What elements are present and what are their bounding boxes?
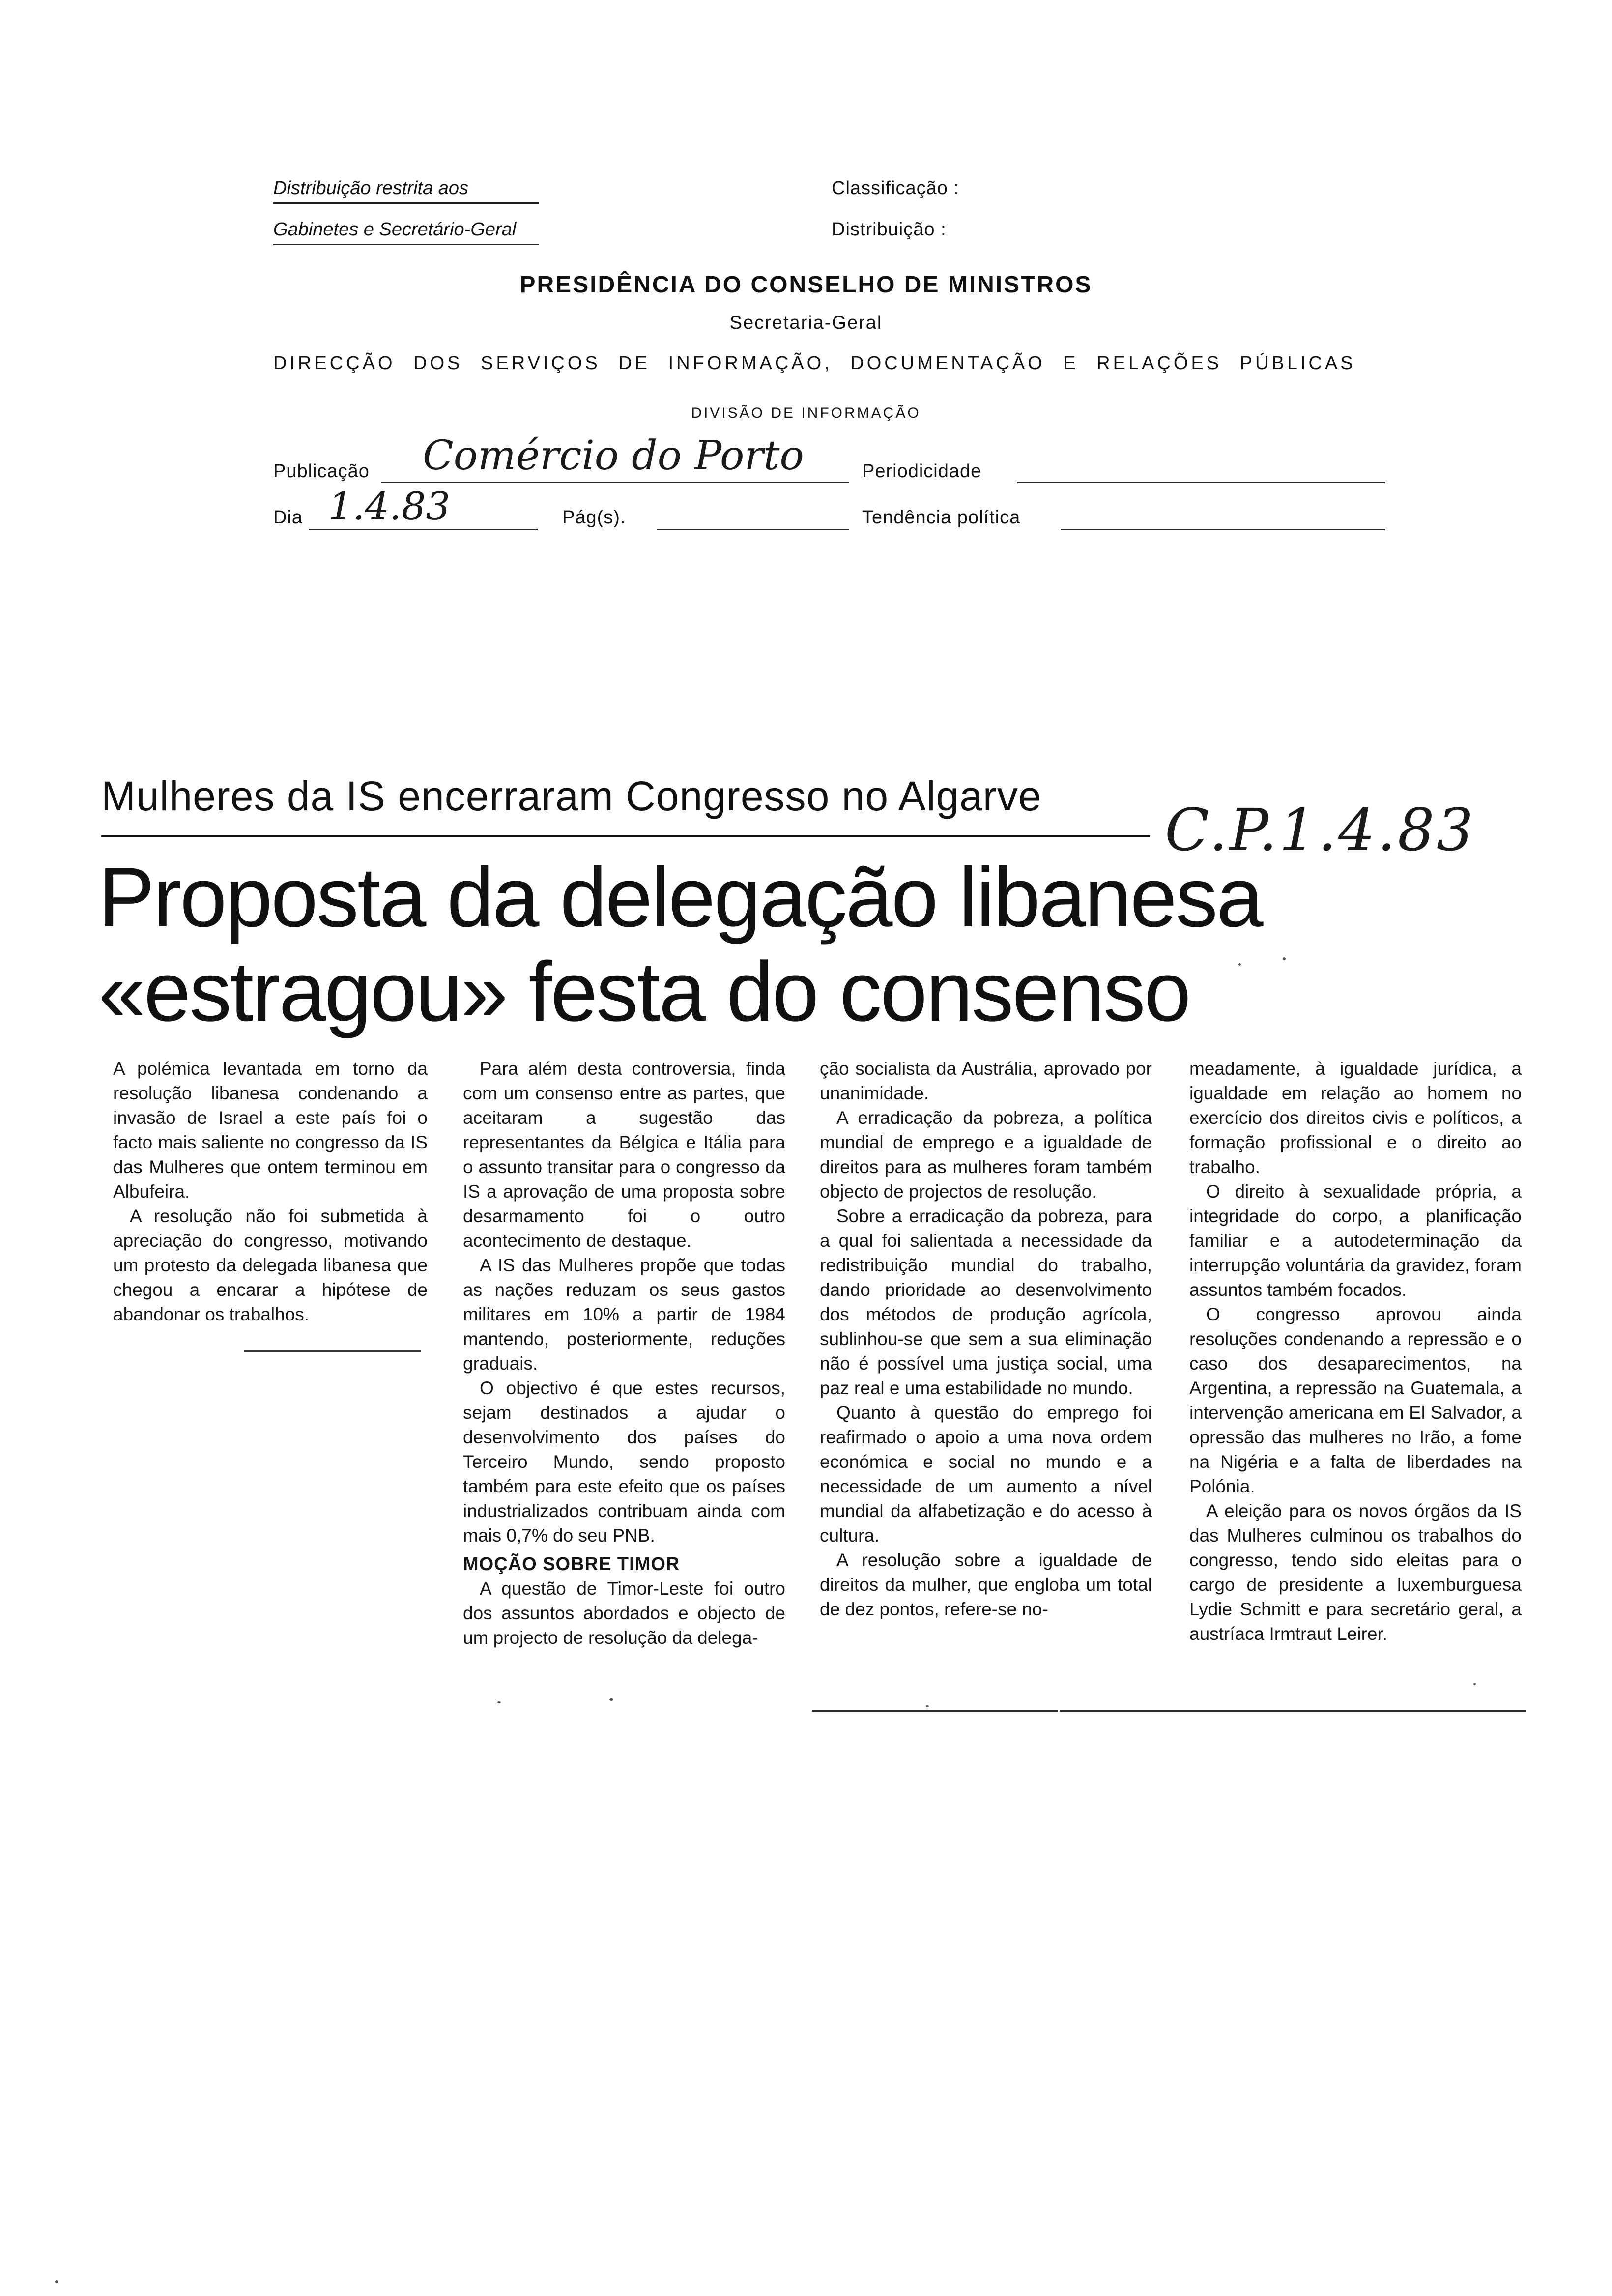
secretariat-title: Secretaria-Geral [729,313,883,333]
paragraph: O objectivo é que estes recursos, sejam destinados a ajudar o desenvolvimento dos países do Terceiro Mundo, sendo proposto também para este efeito que os países industrializados contribuam ainda com mais 0,7% do seu PNB. [463,1378,785,1546]
article-column-4 [1189,1057,1522,1646]
paragraph: A resolução sobre a igualdade de direitos da mulher, que engloba um total de dez pontos, refere-se no- [820,1550,1152,1619]
rule [273,244,539,245]
headline-line-1: Proposta da delegação libanesa [98,850,1262,945]
publication-line [381,482,849,483]
scan-speck [497,1701,501,1703]
distribution-restricted-line1: Distribuição restrita aos [273,178,469,199]
distribution-restricted-line2: Gabinetes e Secretário-Geral [273,219,517,240]
paragraph: A IS das Mulheres propõe que todas as nações reduzam os seus gastos militares em 10% a partir de 1984 mantendo, posteriormente, reduções graduais. [463,1255,785,1374]
paragraph: A erradicação da pobreza, a política mundial de emprego e a igualdade de direitos para as mulheres foram também objecto de projectos de resolução. [820,1108,1152,1202]
publication-label: Publicação [273,461,370,482]
paragraph: A eleição para os novos órgãos da IS das Mulheres culminou os trabalhos do congresso, tendo sido eleitas para o cargo de presidente a luxemburguesa Lydie Schmitt e para secretário geral, a austríaca Irmtraut Leirer. [1189,1501,1522,1644]
scan-speck [1473,1683,1476,1685]
column-end-rule [244,1350,421,1352]
article-column-2 [463,1057,785,1650]
paragraph: A polémica levantada em torno da resolução libanesa condenando a invasão de Israel a este país foi o facto mais saliente no congresso da IS das Mulheres que ontem terminou em Albufeira. [113,1059,428,1202]
paragraph: Sobre a erradicação da pobreza, para a qual foi salientada a necessidade da redistribuição mundial do trabalho, dando prioridade ao desenvolvimento dos métodos de produção agrícola, sublinhou-se que sem a sua eliminação não é possível uma justiça social, uma paz real e uma estabilidade no mundo. [820,1206,1152,1398]
headline-line-2: «estragou» festa do consenso [98,945,1190,1039]
column-end-rule [1060,1710,1526,1712]
scan-speck [609,1698,613,1701]
scan-speck [55,2280,58,2283]
paragraph: meadamente, à igualdade jurídica, a igualdade em relação ao homem no exercício dos direitos civis e políticos, a formação profissional e o direito ao trabalho. [1189,1059,1522,1177]
distribution-label: Distribuição : [832,219,947,240]
pages-label: Pág(s). [562,507,626,528]
paragraph: O direito à sexualidade própria, a integridade do corpo, a planificação familiar e a autodeterminação da interrupção voluntária da gravidez, foram assuntos também focados. [1189,1181,1522,1300]
handwritten-annotation: C.P.1.4.83 [1165,796,1475,864]
institution-title: PRESIDÊNCIA DO CONSELHO DE MINISTROS [519,272,1093,298]
day-label: Dia [273,507,303,528]
directorate-title: DIRECÇÃO DOS SERVIÇOS DE INFORMAÇÃO, DOCUMENTAÇÃO E RELAÇÕES PÚBLICAS [273,353,1356,373]
rule [273,202,539,204]
day-line [309,529,538,530]
day-handwritten: 1.4.83 [328,485,451,529]
paragraph: O congresso aprovou ainda resoluções condenando a repressão e o caso dos desaparecimentos, na Argentina, a repressão na Guatemala, a intervenção americana em El Salvador, a opressão das mulheres no Irão, a fome na Nigéria e a falta de liberdades na Polónia. [1189,1304,1522,1496]
article-kicker: Mulheres da IS encerraram Congresso no Algarve [101,773,1042,819]
paragraph: ção socialista da Austrália, aprovado por unanimidade. [820,1059,1152,1103]
scan-speck [1238,963,1241,966]
publication-handwritten: Comércio do Porto [423,432,804,479]
paragraph: Para além desta controversia, finda com um consenso entre as partes, que aceitaram a sugestão das representantes da Bélgica e Itália para o assunto transitar para o congresso da IS a aprovação de uma proposta sobre desarmamento foi o outro acontecimento de destaque. [463,1059,785,1251]
article-column-1 [113,1057,428,1327]
subheading-timor: MOÇÃO SOBRE TIMOR [463,1554,680,1575]
classification-label: Classificação : [832,178,959,199]
political-tendency-line [1061,529,1385,530]
paragraph: Quanto à questão do emprego foi reafirmado o apoio a uma nova ordem económica e social no mundo e a necessidade de um aumento a nível mundial da alfabetização e do acesso à cultura. [820,1403,1152,1546]
periodicity-line [1017,482,1385,483]
scan-speck [926,1705,929,1707]
periodicity-label: Periodicidade [862,461,982,482]
kicker-rule [101,835,1150,837]
column-end-rule [812,1710,1058,1712]
paragraph: A questão de Timor-Leste foi outro dos assuntos abordados e objecto de um projecto de resolução da delega- [463,1578,785,1648]
scan-speck [1283,957,1286,960]
pages-line [657,529,849,530]
paragraph: A resolução não foi submetida à apreciação do congresso, motivando um protesto da delegada libanesa que chegou a encarar a hipótese de abandonar os trabalhos. [113,1206,428,1324]
article-column-3 [820,1057,1152,1622]
political-tendency-label: Tendência política [862,507,1021,528]
division-title: DIVISÃO DE INFORMAÇÃO [691,405,921,421]
